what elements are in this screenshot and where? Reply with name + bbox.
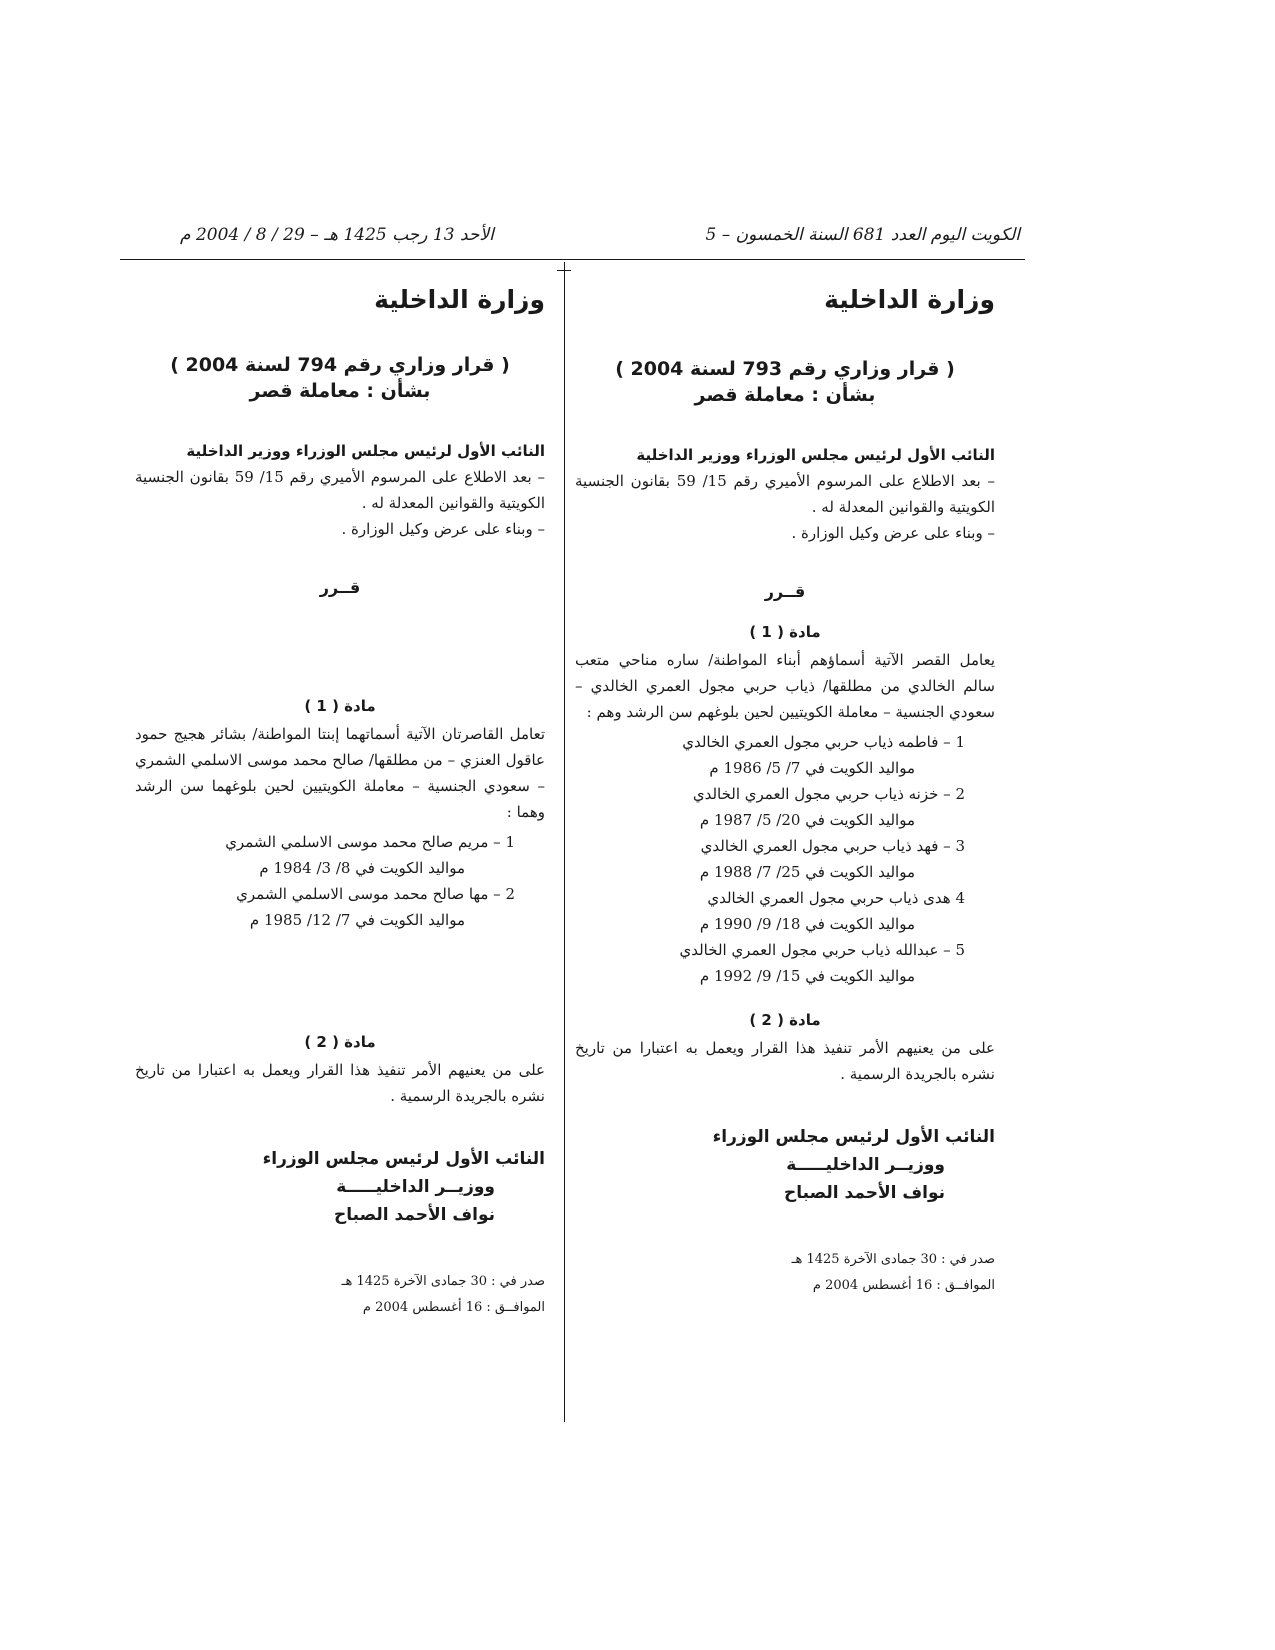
ministry-heading: وزارة الداخلية <box>374 285 545 314</box>
column-divider-cap <box>557 270 571 271</box>
minor-birth: مواليد الكويت في 15/ 9/ 1992 م <box>699 967 915 985</box>
minor-name: 1 – فاطمه ذياب حربي مجول العمري الخالدي <box>682 733 965 751</box>
minor-name: 4 هدى ذياب حربي مجول العمري الخالدي <box>707 889 965 907</box>
minor-birth: مواليد الكويت في 25/ 7/ 1988 م <box>699 863 915 881</box>
list-item <box>135 829 545 881</box>
minors-list <box>575 729 995 989</box>
signature-title: النائب الأول لرئيس مجلس الوزراء <box>712 1127 995 1147</box>
article-1-heading: مادة ( 1 ) <box>304 697 376 715</box>
signature-title: النائب الأول لرئيس مجلس الوزراء <box>262 1149 545 1169</box>
minor-birth: مواليد الكويت في 20/ 5/ 1987 م <box>699 811 915 829</box>
issue-date-block <box>575 1247 995 1299</box>
minors-list <box>135 829 545 933</box>
minor-name: 1 – مريم صالح محمد موسى الاسلمي الشمري <box>225 833 515 851</box>
signature-block <box>575 1123 995 1207</box>
list-item <box>575 781 995 833</box>
issuer-line: النائب الأول لرئيس مجلس الوزراء ووزير الداخلية <box>186 442 545 460</box>
decree-subject: بشأن : معاملة قصر <box>694 384 876 406</box>
signature-block <box>135 1145 545 1229</box>
preamble-1: – بعد الاطلاع على المرسوم الأميري رقم 15/ 59 بقانون الجنسية الكويتية والقوانين المعدلة له . <box>575 472 995 516</box>
minor-name: 5 – عبدالله ذياب حربي مجول العمري الخالدي <box>679 941 965 959</box>
decree-title: ( قرار وزاري رقم 793 لسنة 2004 ) <box>615 358 955 380</box>
decree-793 <box>575 285 995 1299</box>
page-header <box>180 225 1020 259</box>
minor-birth: مواليد الكويت في 7/ 12/ 1985 م <box>249 911 465 929</box>
signature-name: نواف الأحمد الصباح <box>334 1205 495 1225</box>
minor-birth: مواليد الكويت في 7/ 5/ 1986 م <box>709 759 915 777</box>
issue-date-block <box>135 1269 545 1321</box>
issued-on: صدر في : 30 جمادى الآخرة 1425 هـ <box>341 1274 545 1289</box>
minor-name: 3 – فهد ذياب حربي مجول العمري الخالدي <box>700 837 965 855</box>
issued-on: صدر في : 30 جمادى الآخرة 1425 هـ <box>791 1252 995 1267</box>
signature-name: نواف الأحمد الصباح <box>784 1183 945 1203</box>
minor-birth: مواليد الكويت في 18/ 9/ 1990 م <box>699 915 915 933</box>
preamble-2: – وبناء على عرض وكيل الوزارة . <box>791 524 995 542</box>
decision-heading: قــرر <box>764 582 806 601</box>
decree-subject: بشأن : معاملة قصر <box>249 380 431 402</box>
column-divider <box>564 262 565 1422</box>
signature-role: ووزيــر الداخليـــــة <box>336 1177 495 1197</box>
article-2-text: على من يعنيهم الأمر تنفيذ هذا القرار ويعمل به اعتبارا من تاريخ نشره بالجريدة الرسمية . <box>575 1039 995 1083</box>
list-item <box>575 937 995 989</box>
ministry-heading: وزارة الداخلية <box>824 285 995 314</box>
list-item <box>575 729 995 781</box>
article-2-heading: مادة ( 2 ) <box>304 1033 376 1051</box>
list-item <box>135 881 545 933</box>
issue-info: الكويت اليوم العدد 681 السنة الخمسون – 5 <box>705 225 1020 245</box>
preamble-1: – بعد الاطلاع على المرسوم الأميري رقم 15/ 59 بقانون الجنسية الكويتية والقوانين المعدلة له . <box>135 468 545 512</box>
article-2-heading: مادة ( 2 ) <box>749 1011 821 1029</box>
list-item <box>575 885 995 937</box>
preamble-2: – وبناء على عرض وكيل الوزارة . <box>341 520 545 538</box>
article-2-text: على من يعنيهم الأمر تنفيذ هذا القرار ويعمل به اعتبارا من تاريخ نشره بالجريدة الرسمية . <box>135 1061 545 1105</box>
date-info: الأحد 13 رجب 1425 هـ – 29 / 8 / 2004 م <box>180 225 494 245</box>
list-item <box>575 833 995 885</box>
article-1-text: يعامل القصر الآتية أسماؤهم أبناء المواطنة/ ساره مناحي متعب سالم الخالدي من مطلقها/ ذياب حربي مجول العمري الخالدي – سعودي الجنسية – معاملة الكويتيين لحين بلوغهم سن الرشد وهم : <box>575 651 995 721</box>
decree-794 <box>135 285 545 1321</box>
article-1-heading: مادة ( 1 ) <box>749 623 821 641</box>
corresponding-date: الموافــق : 16 أغسطس 2004 م <box>362 1300 545 1315</box>
minor-birth: مواليد الكويت في 8/ 3/ 1984 م <box>259 859 465 877</box>
minor-name: 2 – خزنه ذياب حربي مجول العمري الخالدي <box>692 785 965 803</box>
decree-title: ( قرار وزاري رقم 794 لسنة 2004 ) <box>170 354 510 376</box>
minor-name: 2 – مها صالح محمد موسى الاسلمي الشمري <box>236 885 515 903</box>
signature-role: ووزيــر الداخليـــــة <box>786 1155 945 1175</box>
issuer-line: النائب الأول لرئيس مجلس الوزراء ووزير الداخلية <box>636 446 995 464</box>
decision-heading: قــرر <box>319 578 361 597</box>
article-1-text: تعامل القاصرتان الآتية أسماتهما إبنتا المواطنة/ بشائر هجيج حمود عاقول العنزي – من مطلقها/ صالح محمد موسى الاسلمي الشمري – سعودي الجنسية – معاملة الكويتيين لحين بلوغهما سن الرشد وهما : <box>135 725 545 821</box>
header-rule <box>120 259 1025 260</box>
corresponding-date: الموافــق : 16 أغسطس 2004 م <box>812 1278 995 1293</box>
